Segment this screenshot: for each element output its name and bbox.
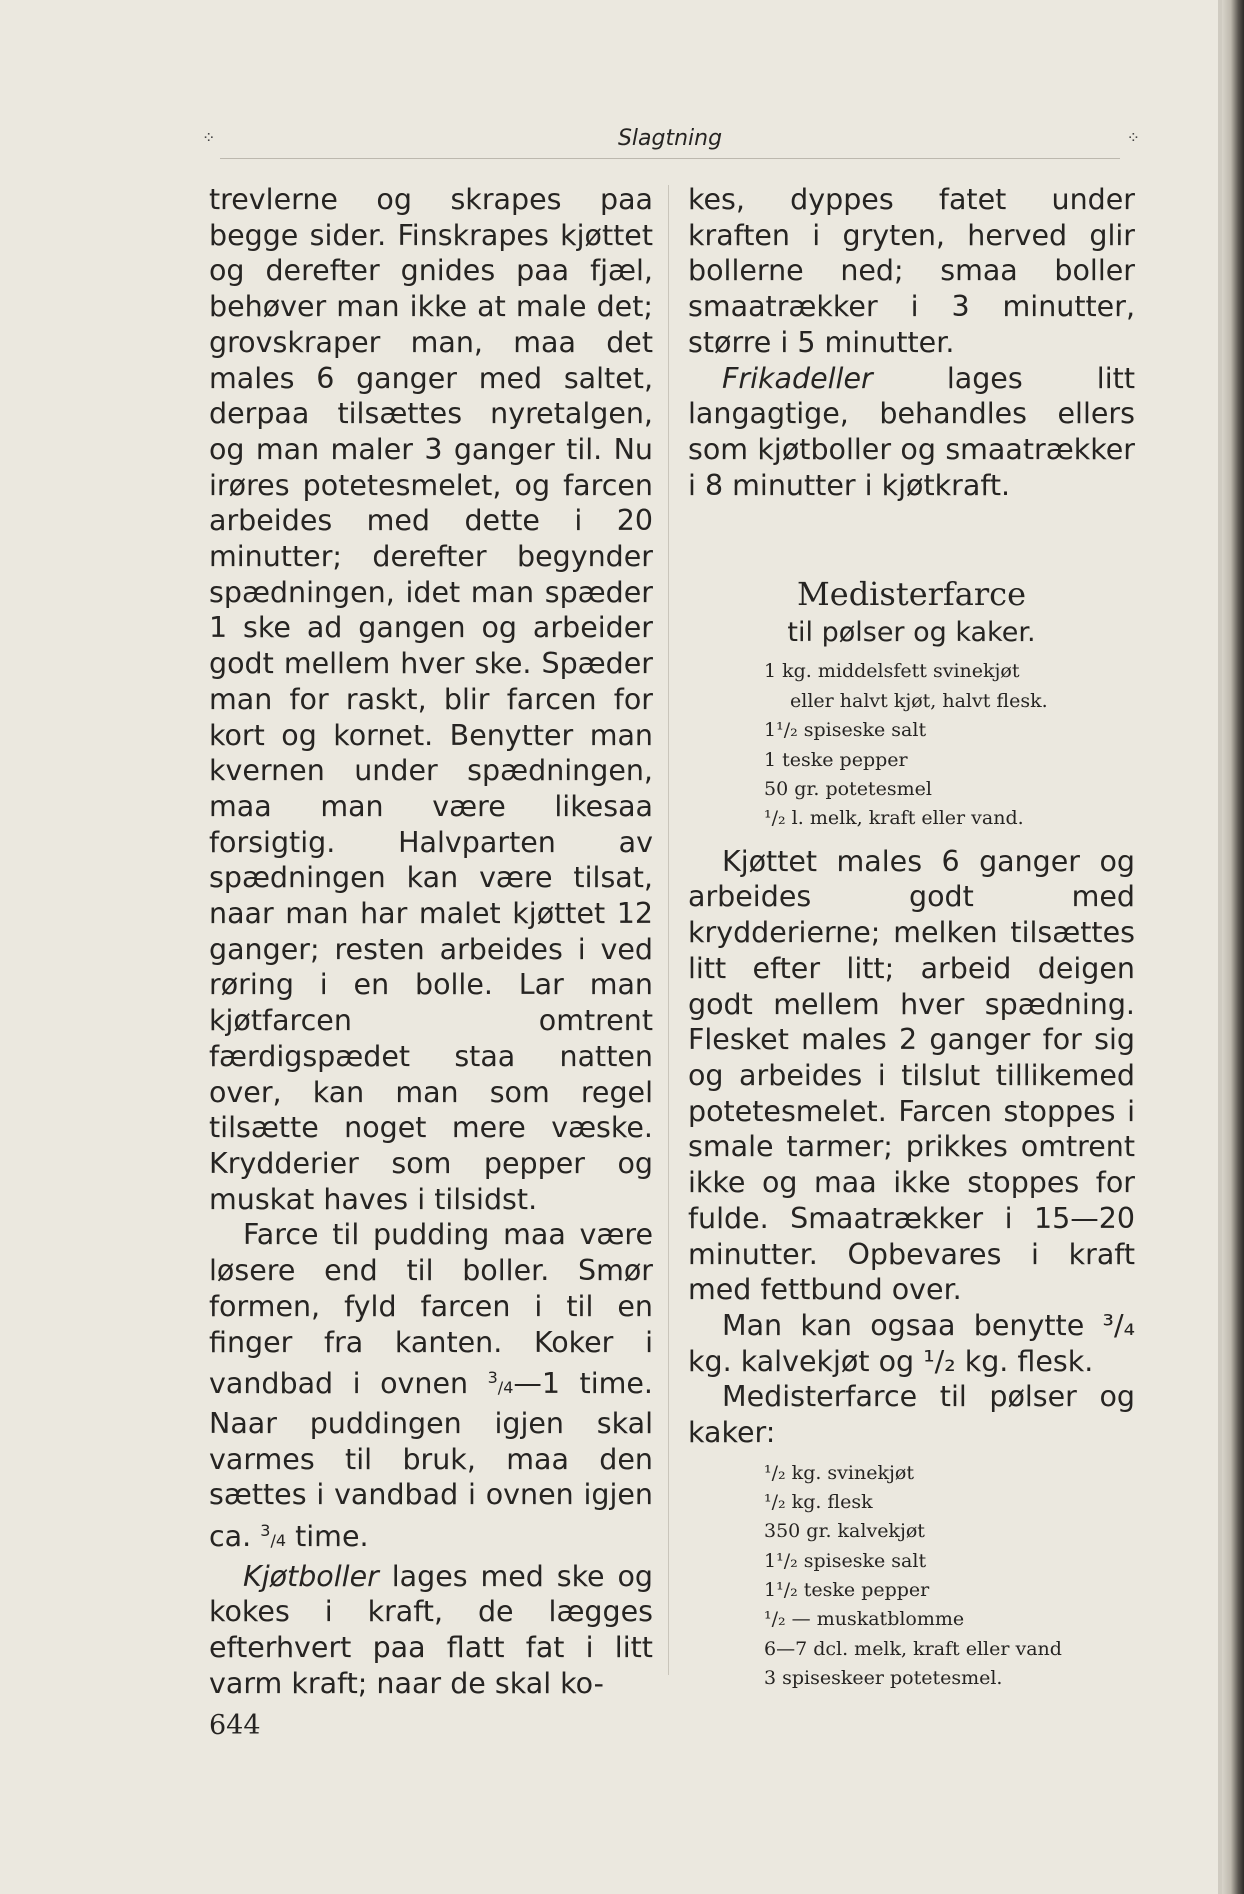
ingredient-list (764, 657, 1135, 833)
ingredient-line: ¹/₂ — muskatblomme (764, 1608, 965, 1631)
ornament-right-icon: ⁘ (1126, 128, 1138, 147)
ingredient-line: 1 teske pepper (764, 748, 908, 771)
term-frikadeller: Frikadeller (722, 361, 873, 395)
paragraph: trevlerne og skrapes paa begge sider. Finskrapes kjøttet og derefter gnides paa fjæl, behøver man ikke at male det; grovskraper man, maa det males 6 ganger med saltet, derpaa tilsættes nyretalgen, og man maler 3 ganger til. Nu irøres potetesmelet, og farcen arbeides med dette i 20 minutter; derefter begynder spædningen, idet man spæder 1 ske ad gangen og arbeider godt mellem hver ske. Spæder man for raskt, blir farcen for kort og kornet. Benytter man kvernen under spædningen, maa man være likesaa forsigtig. Halvparten av spædningen kan være tilsat, naar man har malet kjøttet 12 ganger; resten arbeides i ved røring i en bolle. Lar man kjøtfarcen omtrent færdigspædet staa natten over, kan man som regel tilsætte noget mere væske. Krydderier som pepper og muskat haves i tilsidst. (209, 183, 653, 1216)
ingredient-line: 350 gr. kalvekjøt (764, 1520, 925, 1543)
paragraph: Kjøtboller lages med ske og kokes i kraft, de lægges efterhvert paa flatt fat i litt varm kraft; naar de skal ko- (209, 1559, 653, 1700)
header-rule (220, 158, 1120, 159)
paragraph: Frikadeller lages litt langagtige, behandles ellers som kjøtboller og smaatrækker i 8 minutter i kjøtkraft. (688, 361, 1135, 502)
book-spine-shadow (1222, 0, 1244, 1894)
ingredient-line: 6—7 dcl. melk, kraft eller vand (764, 1637, 1062, 1660)
paragraph: Man kan ogsaa benytte ³/₄ kg. kalvekjøt og ¹/₂ kg. flesk. (688, 1308, 1135, 1378)
paragraph: Medisterfarce til pølser og kaker: (688, 1380, 1135, 1450)
paragraph: Kjøttet males 6 ganger og arbeides godt med krydderierne; melken tilsættes litt efter litt; arbeid deigen godt mellem hver spædning. Flesket males 2 ganger for sig og arbeides i tilslut tillikemed potetesmelet. Farcen stoppes i smale tarmer; prikkes omtrent ikke og maa ikke stoppes for fulde. Smaatrækker i 15—20 minutter. Opbevares i kraft med fettbund over. (688, 844, 1135, 1307)
ingredient-line: 50 gr. potetesmel (764, 777, 932, 800)
column-divider (668, 185, 669, 1675)
recipe-title: Medisterfarce (796, 575, 1026, 614)
paragraph: Farce til pudding maa være løsere end til boller. Smør formen, fyld farcen i til en finger fra kanten. Koker i vandbad i ovnen $^3$/4—1 time. Naar puddingen igjen skal varmes til bruk, maa den sættes i vandbad i ovnen igjen ca. $^3$/4 time. (209, 1218, 653, 1554)
term-kjotboller: Kjøtboller (243, 1559, 379, 1593)
ingredient-line: eller halvt kjøt, halvt flesk. (790, 689, 1048, 712)
ingredient-line: 1 kg. middelsfett svinekjøt (764, 660, 1020, 683)
recipe-subtitle: til pølser og kaker. (787, 617, 1036, 649)
ingredient-line: 1¹/₂ teske pepper (764, 1578, 930, 1601)
ingredient-line: ¹/₂ kg. svinekjøt (764, 1461, 914, 1484)
ingredient-line: 1¹/₂ spiseske salt (764, 719, 927, 742)
right-column (688, 182, 1135, 1693)
running-header (200, 126, 1140, 156)
header-title: Slagtning (617, 126, 723, 151)
left-column (209, 182, 653, 1702)
ingredient-line: 1¹/₂ spiseske salt (764, 1549, 927, 1572)
ingredient-line: ¹/₂ l. melk, kraft eller vand. (764, 807, 1024, 830)
page-number: 644 (209, 1710, 261, 1741)
ingredient-line: 3 spiseskeer potetesmel. (764, 1666, 1003, 1689)
ornament-left-icon: ⁘ (202, 128, 214, 147)
ingredient-line: ¹/₂ kg. flesk (764, 1491, 873, 1514)
ingredient-list-2 (764, 1459, 1135, 1693)
paragraph: kes, dyppes fatet under kraften i gryten, herved glir bollerne ned; smaa boller smaatrækker i 3 minutter, større i 5 minutter. (688, 183, 1135, 359)
